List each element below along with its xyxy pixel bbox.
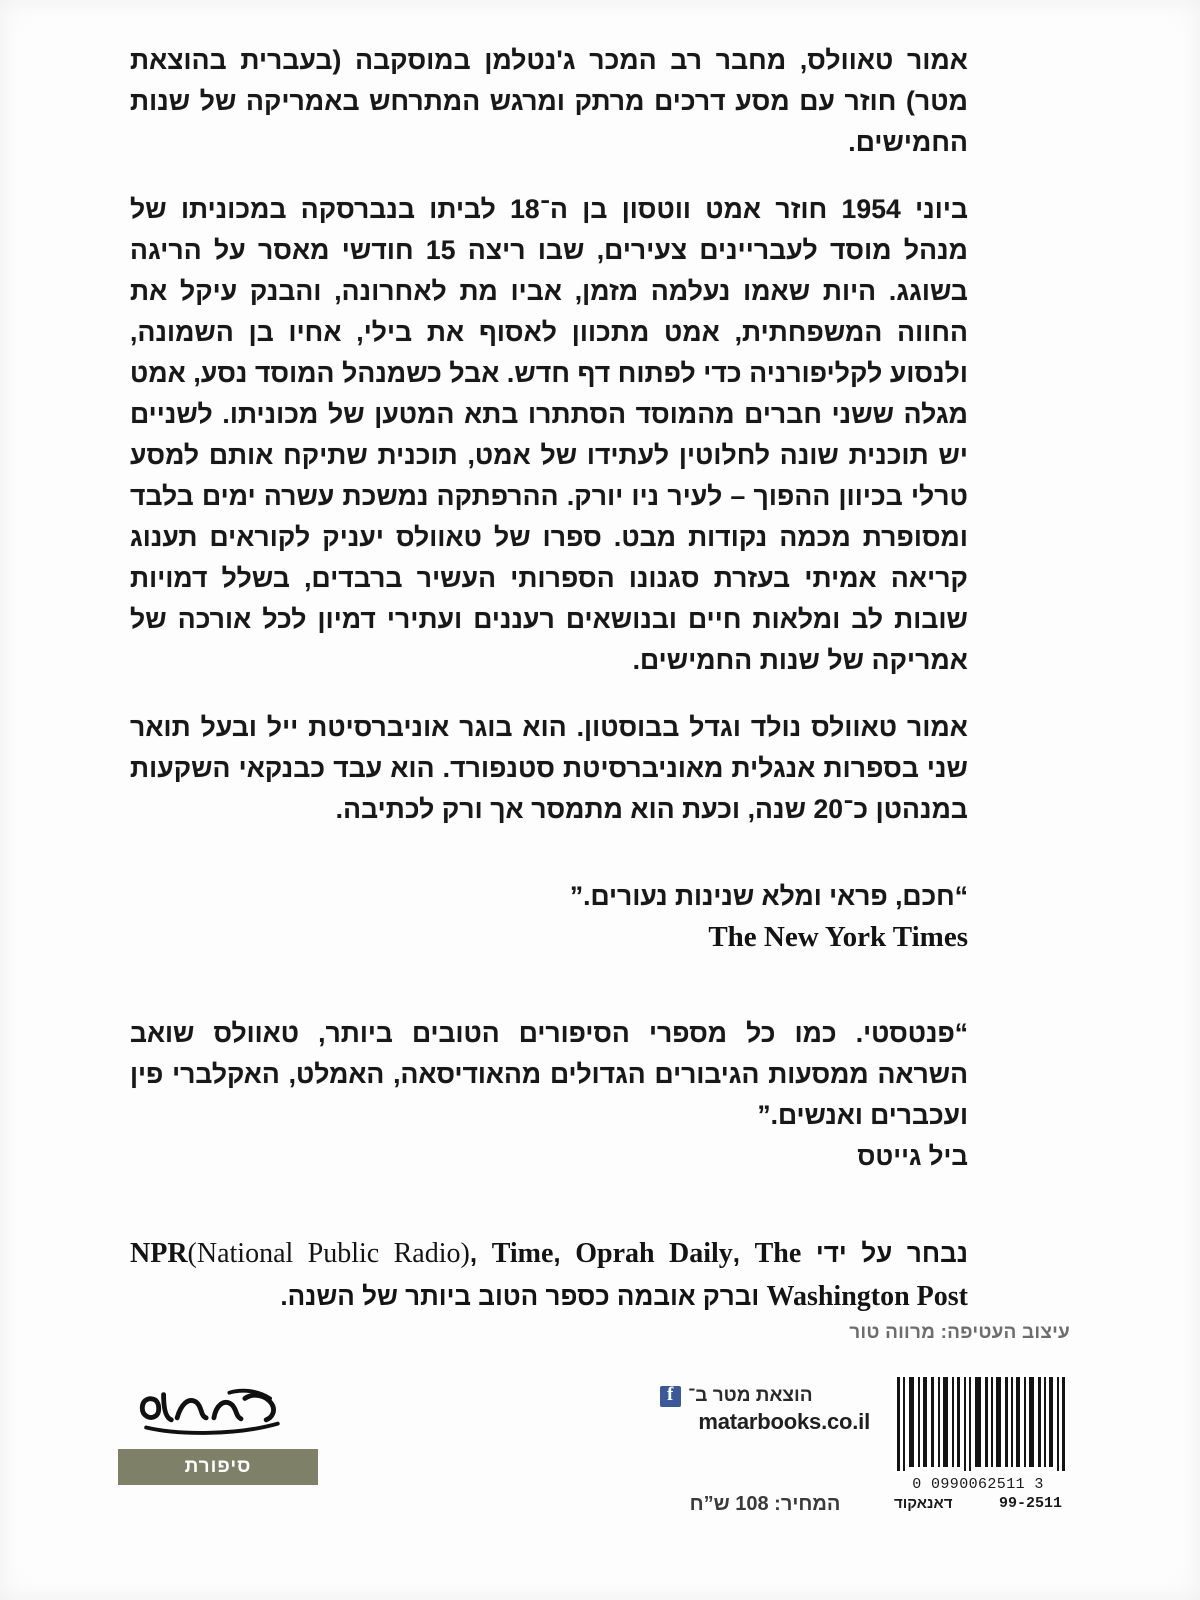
spacer [130,1198,968,1232]
spacer [130,860,968,876]
facebook-row[interactable] [660,1385,870,1407]
barcode-icon [892,1375,1068,1473]
awards-outlet-oprah: Oprah Daily [575,1238,733,1269]
dana-code-label: דאנאקוד [894,1495,953,1512]
price-currency: ש”ח [689,1493,730,1515]
plot-summary-text: ביוני 1954 חוזר אמט ווטסון בן ה־18 לביתו בנברסקה במכוניתו של מנהל מוסד לעבריינים צעירים, שבו ריצה 15 חודשי מאסר על הריגה בשוגג. היות שאמו נעלמה מזמן, אביו מת לאחרונה, והבנק עיקל את החווה המשפחתית, אמט מתכוון לאסוף את בילי, אחיו בן השמונה, ולנסוע לקליפורניה כדי לפתוח דף חדש. אבל כשמנהל המוסד נסע, אמט מגלה ששני חברים מהמוסד הסתתרו בתא המטען של מכוניתו. לשניים יש תוכנית שונה לחלוטין לעתידו של אמט, תוכנית שתיקח אותם למסע טרלי בכיוון ההפוך – לעיר ניו יורק. ההרפתקה נמשכת עשרה ימים בלבד ומסופרת מכמה נקודות מבט. ספרו של טאוולס יעניק לקוראים תענוג קריאה אמיתי בעזרת סגנונו הספרותי העשיר ברבדים, בשלל דמויות שובות לב ומלאות חיים ובנושאים רעננים ועתירי דמיון לכל אורכה של אמריקה של שנות החמישים. [130,194,969,675]
facebook-label: הוצאת מטר ב־ [688,1385,813,1406]
dana-code-row [888,1495,1068,1512]
facebook-icon[interactable] [660,1386,681,1407]
awards-outlet-npr: NPR [130,1238,188,1269]
matar-script-logo-icon [121,1383,315,1443]
genre-label-bar: סיפורת [118,1449,318,1485]
footer [0,1375,1200,1575]
awards-prefix: נבחר על ידי [801,1238,968,1268]
barcode-block [888,1375,1068,1512]
awards-npr-expansion: (National Public Radio) [187,1238,470,1269]
author-bio-text: נולד וגדל בבוסטון. הוא בוגר אוניברסיטת ייל ובעל תואר שני בספרות אנגלית מאוניברסיטת סטנפורד. הוא עבד כבנקאי השקעות במנהטן כ־20 שנה, וכעת הוא מתמסר אך ורק לכתיבה. [130,712,968,824]
paragraph-plot-summary [130,189,968,681]
awards-sep-3: , [732,1238,755,1268]
awards-middle: וברק אובמה כספר הטוב ביותר של השנה. [280,1281,767,1311]
publisher-logo [118,1383,318,1485]
quote-nyt-source: The New York Times [708,921,968,953]
quote-nyt [130,876,968,957]
publisher-web-block [660,1385,870,1435]
quote-gates-source: ביל גייטס [857,1141,968,1171]
publisher-url[interactable]: matarbooks.co.il [698,1409,870,1434]
price-label: המחיר: [774,1493,841,1515]
quote-nyt-text: “חכם, פראי ומלא שנינות נעורים.” [569,881,968,911]
dana-code-number: 99-2511 [998,1495,1062,1512]
author-name-lead: אמור טאוולס, [799,45,968,75]
awards-sep-1: , [469,1238,492,1268]
awards-outlet-time: Time [491,1238,554,1269]
awards-sep-2: , [553,1238,576,1268]
barcode-number: 0 0990062511 3 [912,1476,1044,1493]
price-amount: 108 [735,1493,769,1515]
awards-line [130,1232,968,1318]
paragraph-author-credit [130,40,968,163]
spacer [130,979,968,1013]
quote-gates [130,1013,968,1176]
cover-design-credit: עיצוב העטיפה: מרווה טור [849,1322,1070,1343]
author-credit-text: מחבר רב המכר ג'נטלמן במוסקבה (בעברית בהוצאת מטר) חוזר עם מסע דרכים מרתק ומרגש המתרחש באמריקה של שנות החמישים. [130,45,968,157]
quote-gates-text: “פנטסטי. כמו כל מספרי הסיפורים הטובים ביותר, טאוולס שואב השראה ממסעות הגיבורים הגדולים מהאודיסאה, האמלט, האקלברי פין ועכברים ואנשים.” [130,1018,968,1130]
paragraph-author-bio [130,707,968,830]
price-line [660,1493,870,1516]
awards-outlet-wapo: The Washington Post [754,1238,968,1312]
author-bio-name-lead: אמור טאוולס [811,712,968,742]
blurb-column [130,40,968,1318]
